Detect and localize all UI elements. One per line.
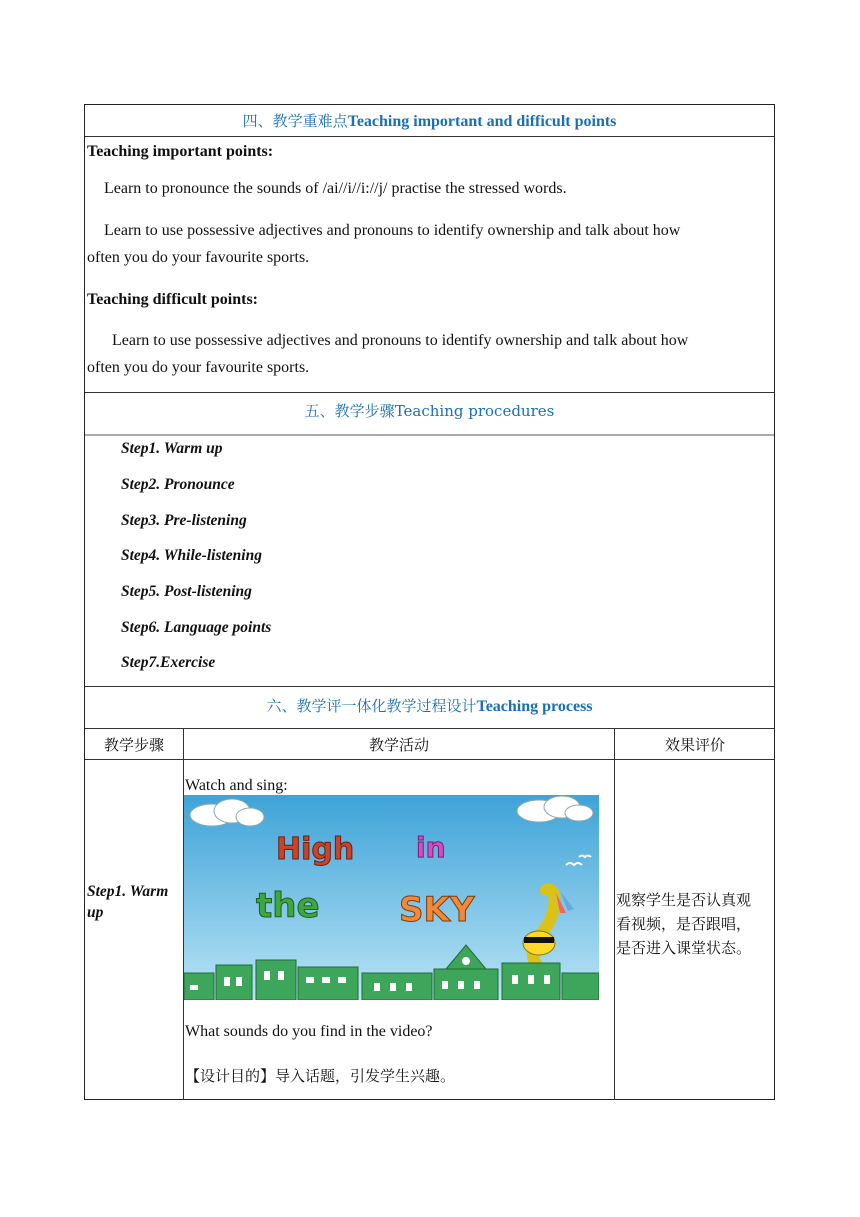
section5-title (85, 400, 774, 421)
evaluation-line: 看视频，是否跟唱， (616, 915, 752, 933)
header-step: 教学步骤 (103, 736, 164, 754)
evaluation-line: 是否进入课堂状态。 (616, 939, 752, 957)
section5-title-en: Teaching procedures (394, 402, 555, 420)
evaluation-line: 观察学生是否认真观 (616, 891, 752, 909)
difficult-point-1-line2: often you do your favourite sports. (87, 359, 310, 376)
step-item: Step3. Pre-listening (121, 512, 247, 529)
section4-title-en: Teaching important and difficult points (347, 113, 617, 130)
section6-title-cn: 六、教学评一体化教学过程设计 (266, 697, 477, 715)
step-item: Step2. Pronounce (121, 476, 235, 493)
divider (85, 686, 774, 687)
evaluation-text (616, 888, 751, 960)
row-step-line: Step1. Warm (87, 883, 169, 900)
column-divider (614, 728, 615, 1100)
header-activity: 教学活动 (368, 736, 429, 754)
video-thumbnail[interactable] (184, 795, 599, 1000)
step-item: Step5. Post-listening (121, 583, 252, 600)
divider (85, 759, 774, 760)
step-item: Step1. Warm up (121, 440, 223, 457)
section6-title-en: Teaching process (476, 698, 593, 715)
difficult-points-heading: Teaching difficult points: (87, 291, 258, 308)
step-item: Step7.Exercise (121, 654, 216, 671)
divider (85, 392, 774, 393)
important-points-heading: Teaching important points: (87, 143, 274, 160)
video-word-high: High (276, 832, 355, 867)
difficult-point-1-line1: Learn to use possessive adjectives and pronouns to identify ownership and talk about how (112, 332, 689, 349)
design-purpose: 【设计目的】导入话题，引发学生兴趣。 (185, 1067, 456, 1085)
section6-title (85, 695, 774, 716)
important-point-2-line1: Learn to use possessive adjectives and pronouns to identify ownership and talk about how (104, 222, 681, 239)
section4-title (85, 110, 774, 131)
video-word-sky: SKY (399, 890, 475, 930)
row-step-label (87, 881, 168, 923)
step-item: Step6. Language points (121, 619, 272, 636)
activity-intro: Watch and sing: (185, 777, 288, 794)
video-scene (184, 795, 599, 1000)
lesson-plan-table (84, 104, 775, 1100)
section4-title-cn: 四、教学重难点 (242, 112, 348, 130)
header-evaluation: 效果评价 (664, 736, 725, 754)
important-point-1: Learn to pronounce the sounds of /ai//i//i://j/ practise the stressed words. (104, 180, 567, 197)
video-word-in: in (416, 831, 446, 864)
step-item: Step4. While-listening (121, 547, 262, 564)
important-point-2-line2: often you do your favourite sports. (87, 249, 310, 266)
section5-title-cn: 五、教学步骤 (304, 402, 395, 420)
divider (85, 136, 774, 137)
divider (85, 434, 774, 436)
activity-question: What sounds do you find in the video? (185, 1023, 433, 1040)
row-step-line: up (87, 904, 104, 921)
divider (85, 728, 774, 729)
video-word-the: the (256, 886, 320, 926)
